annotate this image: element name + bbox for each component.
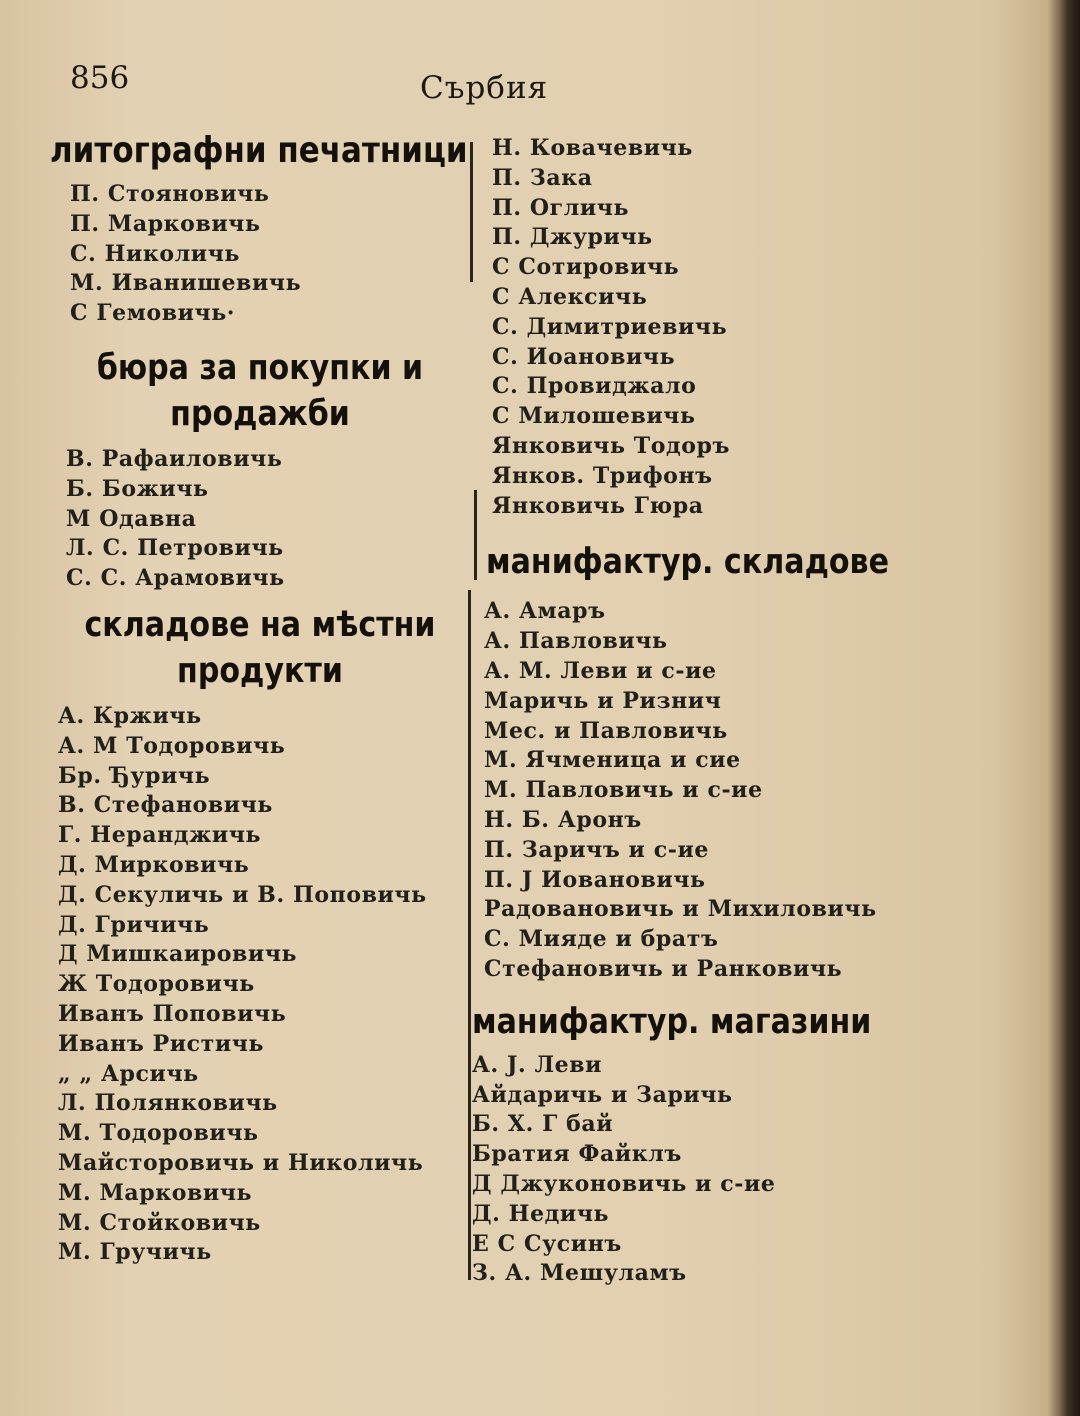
list-item: А. Павловичь [484,628,668,655]
section-heading-line: манифактур. магазини [472,1001,872,1042]
section-heading-line: складове на мѣстни [84,604,436,645]
list-item: Д. Недичь [472,1200,610,1227]
entry-list [66,445,475,594]
list-item: М. Иванишевичь [70,270,302,297]
list-item: Г. Неранджичь [58,822,262,849]
list-item: „ „ Арсичь [58,1060,199,1087]
running-head: Сърбия [420,70,549,106]
list-item: Иванъ Поповичь [58,1000,287,1027]
list-item: П. Огличь [492,194,630,221]
list-item: Д. Секуличь и В. Поповичь [58,881,427,908]
list-item: А. Амаръ [484,598,606,625]
list-item: Б. Божичь [66,475,209,502]
section-textile-shops [470,999,900,1289]
list-item: С. Провиджало [492,373,697,400]
section-purchase-sale-bureaus [50,345,475,594]
list-item: Д. Мирковичь [58,851,250,878]
section-heading [71,602,449,694]
list-item: П. Заричъ и с-ие [484,836,709,863]
list-item: Д. Гричичь [58,911,210,938]
list-item: П. Ј Иовановичь [484,866,706,893]
entry-list [492,134,900,521]
list-item: П. Зака [492,164,593,191]
list-item: Ж Тодоровичь [58,971,255,998]
list-item: С Милошевичь [492,403,696,430]
list-item: Янков. Трифонъ [492,462,713,489]
list-item: Иванъ Ристичь [58,1030,265,1057]
list-item: Л. Полянковичь [58,1090,278,1117]
list-item: М Одавна [66,505,197,532]
list-item: П. Джуричь [492,224,653,251]
section-heading-line: продукти [177,650,343,691]
list-item: Н. Ковачевичь [492,135,693,161]
list-item: С. Николичь [70,240,240,267]
list-item: Стефановичь и Ранковичь [484,955,843,982]
list-item: П. Марковичь [70,210,261,237]
book-spine-edge [1058,0,1080,1416]
list-item: Мес. и Павловичь [484,717,728,744]
list-item: З. А. Мешуламъ [472,1260,687,1287]
section-heading-line: продажби [170,393,350,434]
list-item: Б. Х. Г бай [472,1111,614,1138]
section-heading [486,539,890,585]
list-item: Н. Б. Аронъ [484,806,642,833]
list-item: В. Рафаиловичь [66,445,283,472]
list-item: М. Ячменица и сие [484,747,741,774]
list-item: П. Стояновичь [70,181,270,207]
list-item: М. Стойковичь [58,1209,261,1236]
entry-list [58,702,475,1268]
list-item: С Гемовичь· [70,300,236,327]
list-item: Янковичь Гюра [492,492,704,519]
list-item: Майсторовичь и Николичь [58,1149,424,1176]
list-item: С. Димитриевичь [492,313,728,340]
section-heading-line: бюра за покупки и [96,347,424,388]
list-item: М. Павловичь и с-ие [484,777,763,804]
list-item: М. Марковичь [58,1179,253,1206]
list-item: А. Кржичь [58,702,202,729]
list-item: С Алексичь [492,283,648,310]
list-item: С. Мияде и братъ [484,926,719,953]
list-item: А. Ј. Леви [472,1051,603,1078]
list-item: Маричь и Ризнич [484,687,722,714]
entry-list [484,597,900,984]
list-item: Д Мишкаировичь [58,941,298,968]
list-item: В. Стефановичь [58,792,273,819]
list-item: Е С Сусинъ [472,1230,622,1257]
page-number: 856 [70,60,130,96]
section-heading-line: манифактур. складове [486,542,890,583]
section-lithographic-printers [50,128,475,329]
entry-list [70,180,475,329]
section-heading-line: литографни печатници [50,130,468,171]
list-item: Л. С. Петровичь [66,535,284,562]
section-local-produce-warehouses [50,602,475,1268]
list-item: Айдаричь и Заричь [472,1081,733,1108]
list-item: Янковичь Тодоръ [492,432,731,459]
section-textile-warehouses [470,539,900,984]
list-item: М. Тодоровичь [58,1120,259,1147]
list-item: Братия Файклъ [472,1141,682,1168]
left-column [50,128,475,1268]
list-item: С. Иоановичь [492,343,676,370]
list-item: Радовановичь и Михиловичь [484,896,877,923]
list-item: А. М Тодоровичь [58,732,286,759]
section-heading [71,345,449,437]
right-column [470,134,900,1289]
list-item: С. С. Арамовичь [66,565,285,592]
entry-list [472,1051,900,1289]
list-item: С Сотировичь [492,254,680,281]
section-heading [472,999,872,1045]
list-item: М. Гручичь [58,1239,212,1266]
list-item: Бр. Ђуричь [58,762,211,789]
list-item: Д Джуконовичь и с-ие [472,1170,776,1197]
list-item: А. М. Леви и с-ие [484,657,717,684]
section-heading [50,128,468,174]
